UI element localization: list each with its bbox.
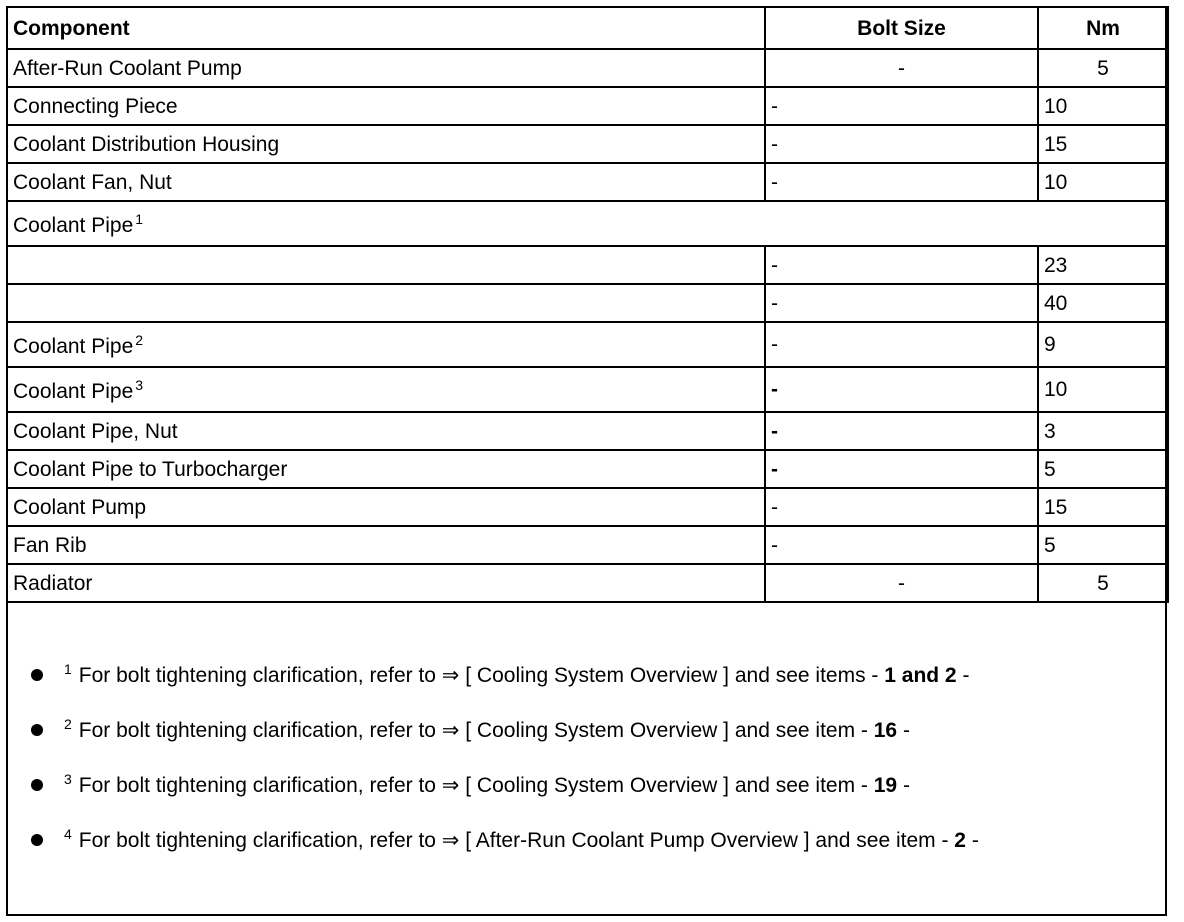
footnote-item — [8, 650, 1165, 705]
footnote-suffix: - — [965, 829, 979, 852]
table-row — [7, 564, 1168, 602]
component-name: Coolant Fan, Nut — [13, 170, 172, 194]
overview-link[interactable]: [ Cooling System Overview ] — [465, 719, 730, 742]
table-row — [7, 284, 1168, 322]
footnote-suffix: - — [897, 774, 910, 797]
footnote-middle: and see item - — [729, 719, 874, 742]
component-name: Coolant Pipe — [13, 213, 134, 237]
cell-bolt-size: - — [765, 49, 1038, 87]
table-row — [7, 201, 1168, 246]
component-name: Coolant Pipe, Nut — [13, 419, 178, 443]
footnotes-list — [8, 650, 1165, 870]
bullet-icon — [31, 834, 43, 846]
cell-component — [7, 49, 765, 87]
table-row — [7, 450, 1168, 488]
cell-nm: 15 — [1038, 488, 1168, 526]
header-component: Component — [7, 7, 765, 49]
footnote-suffix: - — [956, 664, 970, 687]
cell-bolt-size: - — [765, 367, 1038, 412]
table-row — [7, 246, 1168, 284]
cell-nm: 10 — [1038, 163, 1168, 201]
component-name: Connecting Piece — [13, 94, 178, 118]
cell-nm: 40 — [1038, 284, 1168, 322]
footnote-number: 1 — [64, 661, 72, 677]
footnote-prefix: For bolt tightening clarification, refer to ⇒ — [78, 719, 466, 742]
cell-component — [7, 163, 765, 201]
cell-nm: 3 — [1038, 412, 1168, 450]
cell-component — [7, 125, 765, 163]
overview-link[interactable]: [ After-Run Coolant Pump Overview ] — [465, 829, 810, 852]
cell-bolt-size: - — [765, 450, 1038, 488]
table-row — [7, 412, 1168, 450]
cell-nm: 5 — [1038, 49, 1168, 87]
cell-nm: 9 — [1038, 322, 1168, 367]
cell-component — [7, 284, 765, 322]
component-name: Coolant Pump — [13, 495, 147, 519]
cell-nm: 5 — [1038, 564, 1168, 602]
footnote-item — [8, 815, 1165, 870]
cell-component — [7, 526, 765, 564]
bullet-icon — [31, 779, 43, 791]
item-reference: 1 and 2 — [884, 664, 957, 687]
header-bolt-size: Bolt Size — [765, 7, 1038, 49]
table-row — [7, 87, 1168, 125]
table-row — [7, 322, 1168, 367]
table-header-row — [7, 7, 1168, 49]
cell-component — [7, 246, 765, 284]
cell-bolt-size: - — [765, 564, 1038, 602]
table-row — [7, 125, 1168, 163]
footnote-middle: and see item - — [809, 829, 955, 852]
component-name: Radiator — [13, 571, 93, 595]
table-row — [7, 367, 1168, 412]
cell-nm: 23 — [1038, 246, 1168, 284]
table-row — [7, 49, 1168, 87]
cell-bolt-size: - — [765, 125, 1038, 163]
footnote-text — [64, 826, 979, 853]
component-name: After-Run Coolant Pump — [13, 56, 242, 80]
item-reference: 16 — [873, 719, 898, 742]
footnote-text — [64, 716, 910, 743]
header-nm: Nm — [1038, 7, 1168, 49]
footnote-number: 2 — [64, 716, 72, 732]
table-row — [7, 163, 1168, 201]
footnote-number: 3 — [64, 771, 72, 787]
cell-nm: 10 — [1038, 87, 1168, 125]
table-row — [7, 526, 1168, 564]
footnote-suffix: - — [897, 719, 910, 742]
cell-component — [7, 201, 1168, 246]
footnote-marker: 2 — [135, 331, 144, 348]
cell-nm: 5 — [1038, 450, 1168, 488]
bullet-icon — [31, 724, 43, 736]
cell-nm: 10 — [1038, 367, 1168, 412]
footnote-middle: and see items - — [729, 664, 885, 687]
item-reference: 2 — [954, 829, 966, 852]
cell-component — [7, 87, 765, 125]
cell-component — [7, 367, 765, 412]
cell-bolt-size: - — [765, 163, 1038, 201]
cell-component — [7, 564, 765, 602]
cell-component — [7, 412, 765, 450]
cell-bolt-size: - — [765, 412, 1038, 450]
component-name: Coolant Pipe to Turbocharger — [13, 457, 288, 481]
footnote-item — [8, 760, 1165, 815]
cell-bolt-size: - — [765, 87, 1038, 125]
footnote-number: 4 — [64, 826, 72, 842]
footnote-marker: 3 — [135, 376, 144, 393]
cell-component — [7, 488, 765, 526]
cell-bolt-size: - — [765, 322, 1038, 367]
component-name: Fan Rib — [13, 533, 87, 557]
cell-nm: 15 — [1038, 125, 1168, 163]
cell-nm: 5 — [1038, 526, 1168, 564]
overview-link[interactable]: [ Cooling System Overview ] — [465, 664, 730, 687]
torque-spec-table — [6, 6, 1169, 603]
bullet-icon — [31, 669, 43, 681]
item-reference: 19 — [873, 774, 898, 797]
footnote-text — [64, 771, 910, 798]
cell-bolt-size: - — [765, 284, 1038, 322]
cell-bolt-size: - — [765, 246, 1038, 284]
cell-component — [7, 322, 765, 367]
footnote-item — [8, 705, 1165, 760]
footnote-prefix: For bolt tightening clarification, refer to ⇒ — [78, 829, 466, 852]
component-name: Coolant Distribution Housing — [13, 132, 280, 156]
cell-bolt-size: - — [765, 488, 1038, 526]
component-name: Coolant Pipe — [13, 334, 134, 358]
overview-link[interactable]: [ Cooling System Overview ] — [465, 774, 730, 797]
footnote-prefix: For bolt tightening clarification, refer to ⇒ — [78, 664, 466, 687]
cell-component — [7, 450, 765, 488]
footnote-marker: 1 — [135, 210, 144, 227]
component-name: Coolant Pipe — [13, 379, 134, 403]
footnote-prefix: For bolt tightening clarification, refer to ⇒ — [78, 774, 466, 797]
footnote-text — [64, 661, 969, 688]
footnote-middle: and see item - — [729, 774, 874, 797]
cell-bolt-size: - — [765, 526, 1038, 564]
table-row — [7, 488, 1168, 526]
